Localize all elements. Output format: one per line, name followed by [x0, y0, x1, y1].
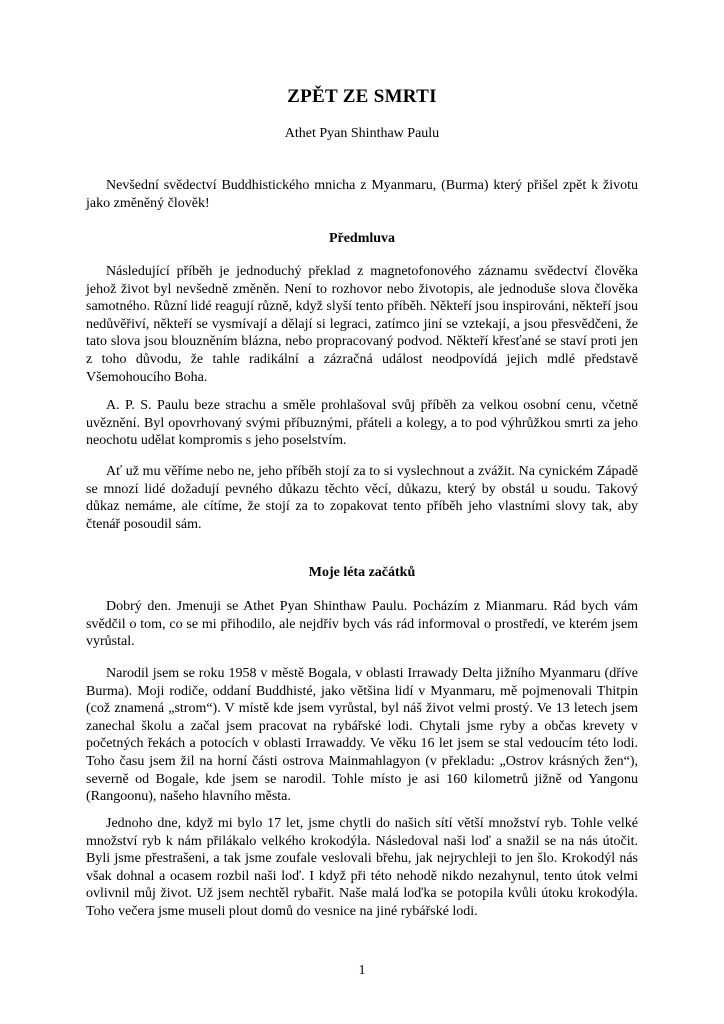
- section-heading-preface: Předmluva: [328, 231, 396, 246]
- preface-paragraph-1: Následující příběh je jednoduchý překlad z magnetofonového záznamu svědectví člověka jehož život byl nevšedně změněn. Není to rozhovor nebo životopis, ale jednoduše slova člověka samotného. Různí lidé reagují různě, když slyší tento příběh. Někteří jsou inspirováni, někteří jsou nedůvěřiví, někteří se vysmívají a dělají si legraci, zatímco jiní se vztekají, a jsou přesvědčeni, že tato slova jsou blouzněním blázna, nebo propracovaný podvod. Někteří křesťané se staví proti jen z toho důvodu, že tahle radikální a zázračná událost neodpovídá jejich mdlé představě Všemohoucího Boha.: [86, 264, 638, 385]
- author-name: Athet Pyan Shinthaw Paulu: [284, 126, 440, 141]
- preface-paragraph-2: A. P. S. Paulu beze strachu a směle prohlašoval svůj příběh za velkou osobní cenu, včetně uvěznění. Byl opovrhovaný svými příbuznými, přáteli a kolegy, a to pod výhrůžkou smrti za jeho neochotu udělat kompromis s jeho poselstvím.: [86, 398, 638, 449]
- preface-paragraph-3: Ať už mu věříme nebo ne, jeho příběh stojí za to si vyslechnout a zvážit. Na cynickém Západě se mnozí lidé dožadují pevného důkazu těchto věcí, důkazu, který by obstál u soudu. Takový důkaz nemáme, ale cítíme, že stojí za to zopakovat tento příběh jeho vlastními slovy tak, aby čtenář posoudil sám.: [86, 464, 638, 532]
- story-paragraph-2: Narodil jsem se roku 1958 v městě Bogala, v oblasti Irrawady Delta jižního Myanmaru (dříve Burma). Moji rodiče, oddaní Buddhisté, jako většina lidí v Myanmaru, mě pojmenovali Thitpin (což znamená „strom“). V místě kde jsem vyrůstal, byl náš život velmi prostý. Ve 13 letech jsem zanechal školu a začal jsem pracovat na rybářské lodi. Chytali jsme ryby a občas krevety v početných řekách a potocích v oblasti Irrawaddy. Ve věku 16 let jsem se stal vedoucím této lodi. Toho času jsem žil na horní části ostrova Mainmahlagyon (v překladu: „Ostrov krásných žen“), severně od Bogale, kde jsem se narodil. Tohle místo je asi 160 kilometrů jižně od Yangonu (Rangoonu), našeho hlavního města.: [86, 666, 638, 805]
- intro-paragraph: Nevšední svědectví Buddhistického mnicha z Myanmaru, (Burma) který přišel zpět k životu jako změněný člověk!: [86, 178, 638, 211]
- document-title: ZPĚT ZE SMRTI: [287, 86, 437, 107]
- page-number: 1: [358, 963, 366, 978]
- story-paragraph-1: Dobrý den. Jmenuji se Athet Pyan Shinthaw Paulu. Pocházím z Mianmaru. Rád bych vám svědčil o tom, co se mi přihodilo, ale nejdřív bych vás rád informoval o prostředí, ve kterém jsem vyrůstal.: [86, 599, 638, 650]
- story-paragraph-3: Jednoho dne, když mi bylo 17 let, jsme chytli do našich sítí větší množství ryb. Tohle velké množství ryb k nám přilákalo velkého krokodýla. Následoval naši loď a snažil se na nás útočit. Byli jsme přestrašeni, a tak jsme zoufale veslovali břehu, jak nejrychleji to jen šlo. Krokodýl nás však dohnal a ocasem rozbil naši loď. I když při této nehodě nikdo nezahynul, tento útok velmi ovlivnil můj život. Už jsem nechtěl rybařit. Naše malá loďka se potopila kvůli útoku krokodýla. Toho večera jsme museli plout domů do vesnice na jiné rybářské lodi.: [86, 816, 638, 919]
- section-heading-early-years: Moje léta začátků: [308, 565, 416, 580]
